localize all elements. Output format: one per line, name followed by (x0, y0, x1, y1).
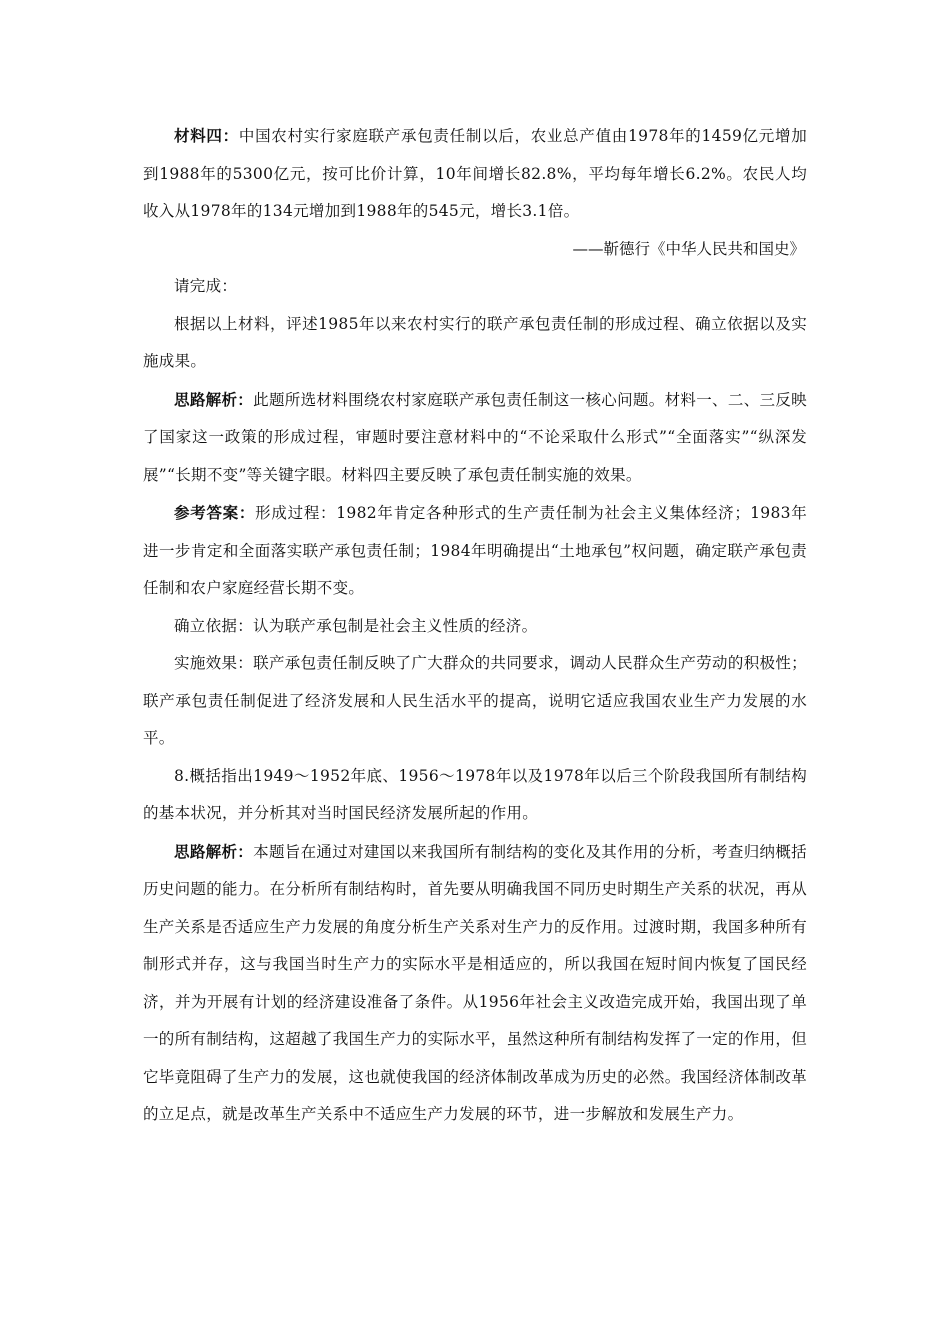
answer-one-paragraph (143, 494, 807, 608)
answer-one-label: 参考答案： (174, 503, 256, 522)
task-question: 根据以上材料，评述1985年以来农村实行的联产承包责任制的形成过程、确立依据以及实施成果。 (143, 314, 807, 370)
task-prompt: 请完成： (174, 277, 238, 295)
analysis-one-paragraph (143, 381, 807, 495)
material-four-paragraph (143, 117, 807, 231)
document-page (143, 117, 807, 1134)
analysis-one-text: 此题所选材料围绕农村家庭联产承包责任制这一核心问题。材料一、二、三反映了国家这一政策的形成过程，审题时要注意材料中的“不论采取什么形式”“全面落实”“纵深发展”“长期不变”等关键字眼。材料四主要反映了承包责任制实施的效果。 (143, 390, 807, 484)
material-four-source: ——靳德行《中华人民共和国史》 (572, 239, 805, 258)
answer-one-text: 形成过程：1982年肯定各种形式的生产责任制为社会主义集体经济；1983年进一步肯定和全面落实联产承包责任制；1984年明确提出“土地承包”权问题，确定联产承包责任制和农户家庭经营长期不变。 (143, 504, 807, 597)
analysis-two-paragraph (143, 833, 807, 1134)
analysis-one-label: 思路解析： (174, 389, 254, 409)
analysis-two-text: 本题旨在通过对建国以来我国所有制结构的变化及其作用的分析，考查归纳概括历史问题的能力。在分析所有制结构时，首先要从明确我国不同历史时期生产关系的状况，再从生产关系是否适应生产力发展的角度分析生产关系对生产力的反作用。过渡时期，我国多种所有制形式并存，这与我国当时生产力的实际水平是相适应的，所以我国在短时间内恢复了国民经济，并为开展有计划的经济建设准备了条件。从1956年社会主义改造完成开始，我国出现了单一的所有制结构，这超越了我国生产力的实际水平，虽然这种所有制结构发挥了一定的作用，但它毕竟阻碍了生产力的发展，这也就使我国的经济体制改革成为历史的必然。我国经济体制改革的立足点，就是改革生产关系中不适应生产力发展的环节，进一步解放和发展生产力。 (143, 842, 807, 1123)
material-four-label: 材料四： (174, 126, 239, 145)
answer-one-basis: 确立依据：认为联产承包制是社会主义性质的经济。 (174, 616, 538, 635)
material-four-text: 中国农村实行家庭联产承包责任制以后，农业总产值由1978年的1459亿元增加到1988年的5300亿元，按可比价计算，10年间增长82.8%，平均每年增长6.2%。农民人均收入从1978年的134元增加到1988年的545元，增长3.1倍。 (143, 127, 807, 220)
answer-one-effect: 实施效果：联产承包责任制反映了广大群众的共同要求，调动人民群众生产劳动的积极性；联产承包责任制促进了经济发展和人民生活水平的提高，说明它适应我国农业生产力发展的水平。 (143, 654, 807, 747)
question-eight: 8.概括指出1949～1952年底、1956～1978年以及1978年以后三个阶段我国所有制结构的基本状况，并分析其对当时国民经济发展所起的作用。 (143, 766, 807, 822)
analysis-two-label: 思路解析： (174, 841, 254, 861)
